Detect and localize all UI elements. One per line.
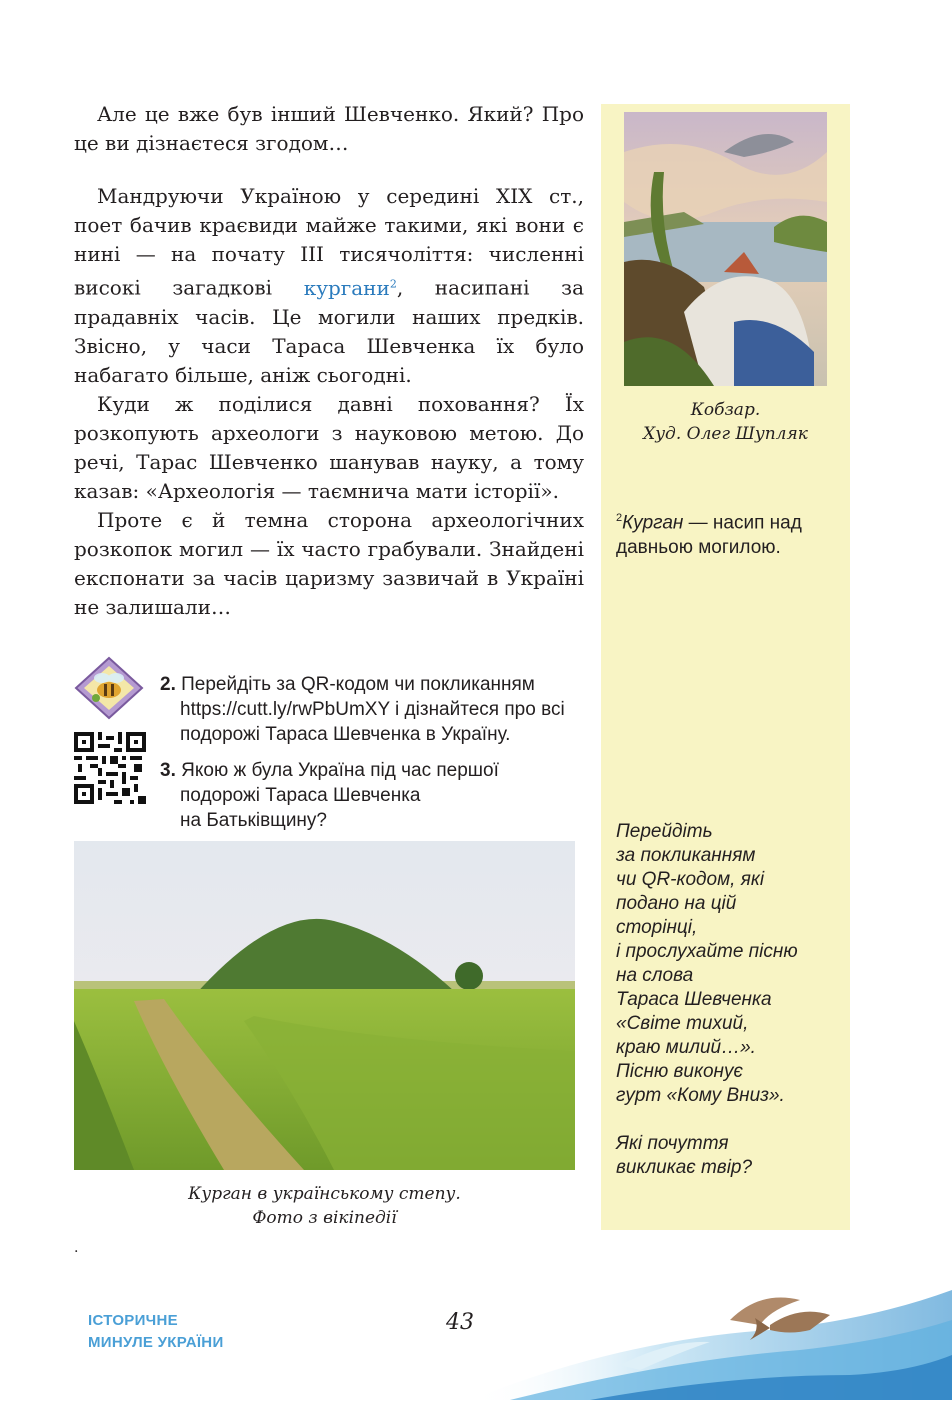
paragraph-4: Проте є й темна сторона археологічних розкопок могил — їх часто грабували. Знайдені експонати за часів царизму зазвичай в Україні не залишали… (74, 507, 584, 619)
painting-caption-line2: Худ. Олег Шупляк (643, 424, 808, 444)
paragraph-2-end: , насипані за прадавніх часів. Це могили наших предків. Звісно, у часи Тараса Шевченка їх було набагато більше, аніж сьогодні. (74, 275, 584, 387)
task-2-link[interactable]: https://cutt.ly/rwPbUmXY і дізнайтеся про всі (180, 699, 565, 720)
side-task-question: Які почуття викликає твір? (616, 1133, 753, 1178)
task-2-text-1: Перейдіть за QR-кодом чи покликанням (181, 674, 535, 695)
paragraph-2-start: Мандруючи Україною у середині XIX ст., поет бачив краєвиди майже такими, які вони є нині — на почату III тисячоліття: численні високі загадкові (74, 184, 584, 300)
task-2-line1 (160, 672, 590, 697)
qr-code[interactable] (74, 732, 146, 804)
task-3 (160, 758, 590, 833)
paragraph-2 (74, 182, 584, 390)
term-kurgany-text: кургани (303, 275, 390, 300)
task-3-text-3: на Батьківщину? (180, 810, 327, 831)
painting-caption-line1: Кобзар. (690, 400, 761, 420)
task-2 (160, 672, 590, 747)
paragraph-3: Куди ж поділися давні поховання? Їх розкопують археологи з науковою метою. До речі, Тарас Шевченко шанував науку, а тому казав: «Археологія — таємнича мати історії». (74, 391, 584, 503)
page-number: 43 (446, 1310, 474, 1335)
term-kurgany (304, 276, 397, 300)
section-title-line2: МИНУЛЕ УКРАЇНИ (88, 1334, 224, 1351)
task-3-number: 3. (160, 760, 176, 781)
kobzar-painting (624, 112, 827, 386)
photo-caption-line2: Фото з вікіпедії (252, 1208, 397, 1228)
task-2-text-3: подорожі Тараса Шевченка в Україну. (180, 724, 511, 745)
footnote-term: Курган (622, 512, 684, 534)
footnote-mark: 2 (389, 277, 397, 290)
photo-caption (74, 1182, 575, 1230)
photo-caption-line1: Курган в українському степу. (188, 1184, 461, 1204)
footnote-number: 2 (616, 512, 623, 524)
section-title (88, 1310, 224, 1354)
stray-dot: . (74, 1240, 79, 1256)
side-listening-task (616, 820, 842, 1180)
footnote-text: — насип над давньою могилою. (616, 512, 802, 559)
main-text (74, 100, 584, 622)
paragraph-1: Але це вже був інший Шевченко. Який? Про це ви дізнаєтеся згодом… (74, 102, 584, 155)
kurgan-photo (74, 841, 575, 1170)
side-task-text: Перейдіть за покликанням чи QR-кодом, які подано на цій сторінці, і прослухайте пісню на слова Тараса Шевченка «Світе тихий, краю милий…». Пісню виконує гурт «Кому Вниз». (616, 821, 798, 1106)
task-2-number: 2. (160, 674, 176, 695)
bee-icon (74, 656, 144, 720)
painting-caption (601, 398, 850, 446)
section-title-line1: ІСТОРИЧНЕ (88, 1312, 178, 1329)
wave-bird-decoration (470, 1280, 952, 1400)
task-3-text-1: Якою ж була Україна під час першої (181, 760, 499, 781)
task-3-line1 (160, 758, 590, 783)
footnote (616, 506, 842, 560)
task-3-text-2: подорожі Тараса Шевченка (180, 785, 421, 806)
